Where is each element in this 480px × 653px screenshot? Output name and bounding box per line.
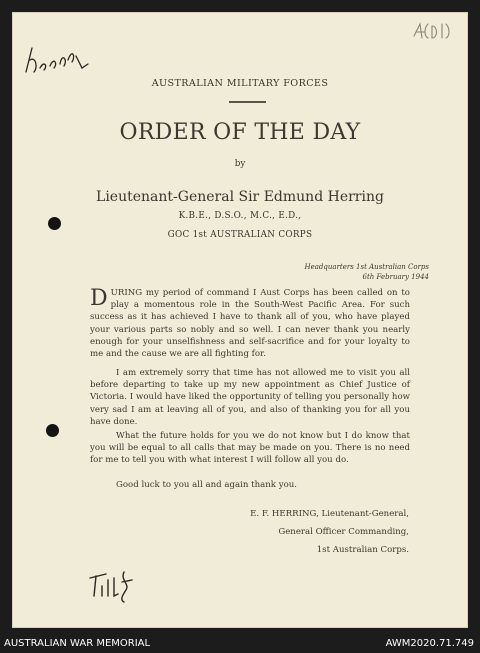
headquarters-line: Headquarters 1st Australian Corps [304,263,429,271]
signature-line-3: 1st Australian Corps. [316,545,409,555]
headquarters-dateline [305,262,429,282]
paragraph-2: I am extremely sorry that time has not allowed me to visit you all before departing to take up my new appointment as Chief Justice of Victoria. I would have liked the opportunity of telling you personally how very sad I am at leaving all of you, and also of thanking you for all you have done. [90,368,410,427]
handwritten-annotation-bottom-left [86,568,136,604]
drop-cap: D [90,286,108,311]
paragraph-1-text: URING my period of command I Aust Corps has been called on to play a momentous role in the South-West Pacific Area. For such success as it has achieved I have to thank all of you, who have played your various parts so nobly and so well. I can never thank you nearly enough for your unselfishness and self-sacrifice and for your loyalty to me and the cause we are all fighting for. [90,288,410,360]
document-title: ORDER OF THE DAY [119,120,361,145]
document-page [12,12,468,628]
signature-line-1: E. F. HERRING, Lieutenant-General, [250,509,409,519]
footer-institution: AUSTRALIAN WAR MEMORIAL [4,638,151,649]
date-line: 6th February 1944 [362,273,429,281]
punch-hole-lower [46,424,59,437]
paragraph-4: Good luck to you all and again thank you. [116,480,298,490]
paragraph-1 [90,287,410,360]
author-name: Lieutenant-General Sir Edmund Herring [96,189,384,205]
footer-accession-number: AWM2020.71.749 [385,638,474,649]
paragraph-3: What the future holds for you we do not know but I do know that you will be equal to all calls that may be made on you. There is no need for me to tell you with what interest I will follow all you do. [90,431,410,466]
organisation-heading: AUSTRALIAN MILITARY FORCES [151,78,329,89]
author-honours: K.B.E., D.S.O., M.C., E.D., [178,211,302,221]
signature-line-2: General Officer Commanding, [278,527,409,537]
handwritten-annotation-top-right [410,20,454,42]
heading-rule [229,101,266,103]
author-post: GOC 1st AUSTRALIAN CORPS [167,230,313,240]
by-line: by [234,159,246,169]
